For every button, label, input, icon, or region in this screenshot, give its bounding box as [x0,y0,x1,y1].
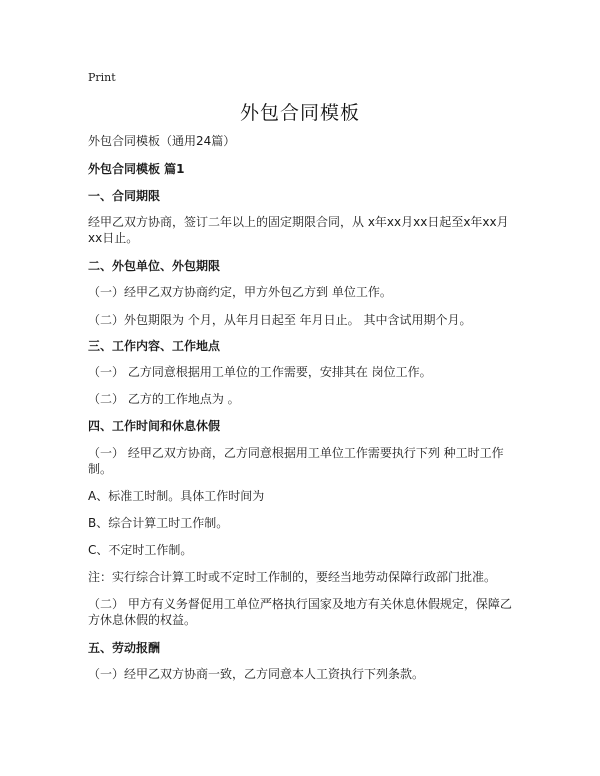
document-subtitle: 外包合同模板（通用24篇） [88,134,236,148]
paragraph-remuneration-1: （一）经甲乙双方协商一致，乙方同意本人工资执行下列条款。 [88,667,425,681]
section-heading: 外包合同模板 篇1 [88,162,185,176]
paragraph-working-hours-a: A、标准工时制。具体工作时间为 [88,489,265,503]
paragraph-working-hours-2: （二） 甲方有义务督促用工单位严格执行国家及地方有关休息休假规定，保障乙方休息休假的权益。 [88,597,512,627]
document-title: 外包合同模板 [239,102,360,124]
paragraph-working-hours-1: （一） 经甲乙双方协商，乙方同意根据用工单位工作需要执行下列 种工时工作制。 [88,446,504,476]
paragraph-outsourcing-unit-1: （一）经甲乙双方协商约定，甲方外包乙方到 单位工作。 [88,285,392,299]
heading-contract-term: 一、合同期限 [88,189,161,203]
paragraph-work-content-1: （一） 乙方同意根据用工单位的工作需要，安排其在 岗位工作。 [88,365,432,379]
paragraph-work-content-2: （二） 乙方的工作地点为 。 [88,392,240,406]
print-label[interactable]: Print [88,71,116,84]
paragraph-working-hours-note: 注：实行综合计算工时或不定时工作制的，要经当地劳动保障行政部门批准。 [88,570,497,584]
paragraph-working-hours-b: B、综合计算工时工作制。 [88,516,229,530]
heading-remuneration: 五、劳动报酬 [88,641,161,655]
heading-work-content: 三、工作内容、工作地点 [88,339,221,353]
paragraph-contract-term: 经甲乙双方协商，签订二年以上的固定期限合同，从 x年xx月xx日起至x年xx月xx日止。 [88,215,509,245]
paragraph-working-hours-c: C、不定时工作制。 [88,543,193,557]
heading-working-hours: 四、工作时间和休息休假 [88,419,221,433]
paragraph-outsourcing-unit-2: （二）外包期限为 个月，从年月日起至 年月日止。 其中含试用期个月。 [88,313,472,327]
heading-outsourcing-unit: 二、外包单位、外包期限 [88,259,221,273]
